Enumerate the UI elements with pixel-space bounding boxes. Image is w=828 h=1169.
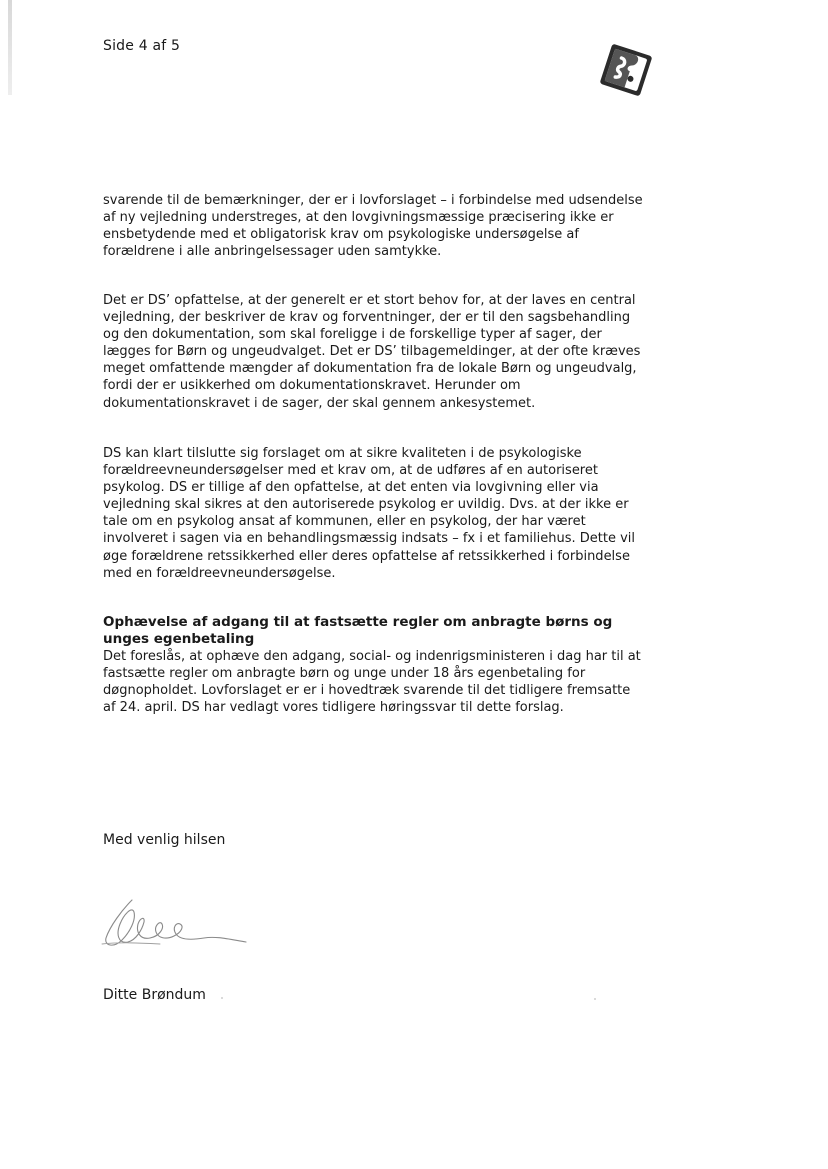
paragraph-text: Det er DS’ opfattelse, at der generelt er et stort behov for, at der laves en central vejledning, der beskriver de krav og forventninger, der er til den sagsbehandling og den dokumentation, som skal foreligge i de forskellige typer af sager, der lægges for Børn og ungeudvalget. Det er DS’ tilbagemeldinger, at der ofte kræves meget omfattende mængder af dokumentation fra de lokale Børn og ungeudvalg, fordi der er usikkerhed om dokumentationskravet. Herunder om dokumentationskravet i de sager, der skal gennem ankesystemet. xyxy=(103,293,641,411)
paragraph-2 xyxy=(103,292,643,412)
ds-logo-icon xyxy=(596,40,656,100)
section-text: Det foreslås, at ophæve den adgang, social- og indenrigsministeren i dag har til at fastsætte regler om anbragte børn og unge under 18 års egenbetaling for døgnopholdet. Lovforslaget er er i hovedtræk svarende til det tidligere fremsatte af 24. april. DS har vedlagt vores tidligere høringssvar til dette forslag. xyxy=(103,649,641,716)
paragraph-text: svarende til de bemærkninger, der er i lovforslaget – i forbindelse med udsendelse af ny vejledning understreges, at den lovgivningsmæssige præcisering ikke er ensbetydende med et obligatorisk krav om psykologiske undersøgelse af forældrene i alle anbringelsessager uden samtykke. xyxy=(103,193,643,260)
closing-greeting: Med venlig hilsen xyxy=(103,832,226,848)
signature-icon xyxy=(100,892,250,962)
scan-speck xyxy=(221,997,223,999)
page-number: Side 4 af 5 xyxy=(103,38,181,54)
scan-edge xyxy=(8,0,12,95)
paragraph-3 xyxy=(103,445,643,582)
signer-name: Ditte Brøndum xyxy=(103,987,206,1003)
scan-speck xyxy=(594,998,596,1000)
paragraph-text: DS kan klart tilslutte sig forslaget om at sikre kvaliteten i de psykologiske forældreevneundersøgelser med et krav om, at de udføres af en autoriseret psykolog. DS er tillige af den opfattelse, at det enten via lovgivning eller via vejledning skal sikres at den autoriserede psykolog er uvildig. Dvs. at der ikke er tale om en psykolog ansat af kommunen, eller en psykolog, der har været involveret i sagen via en behandlingsmæssig indsats – fx i et familiehus. Dette vil øge forældrene retssikkerhed eller deres opfattelse af retssikkerhed i forbindelse med en forældreevneundersøgelse. xyxy=(103,446,636,581)
section-egenbetaling xyxy=(103,614,643,717)
paragraph-1 xyxy=(103,192,643,260)
section-heading: Ophævelse af adgang til at fastsætte regler om anbragte børns og unges egenbetaling xyxy=(103,614,613,648)
